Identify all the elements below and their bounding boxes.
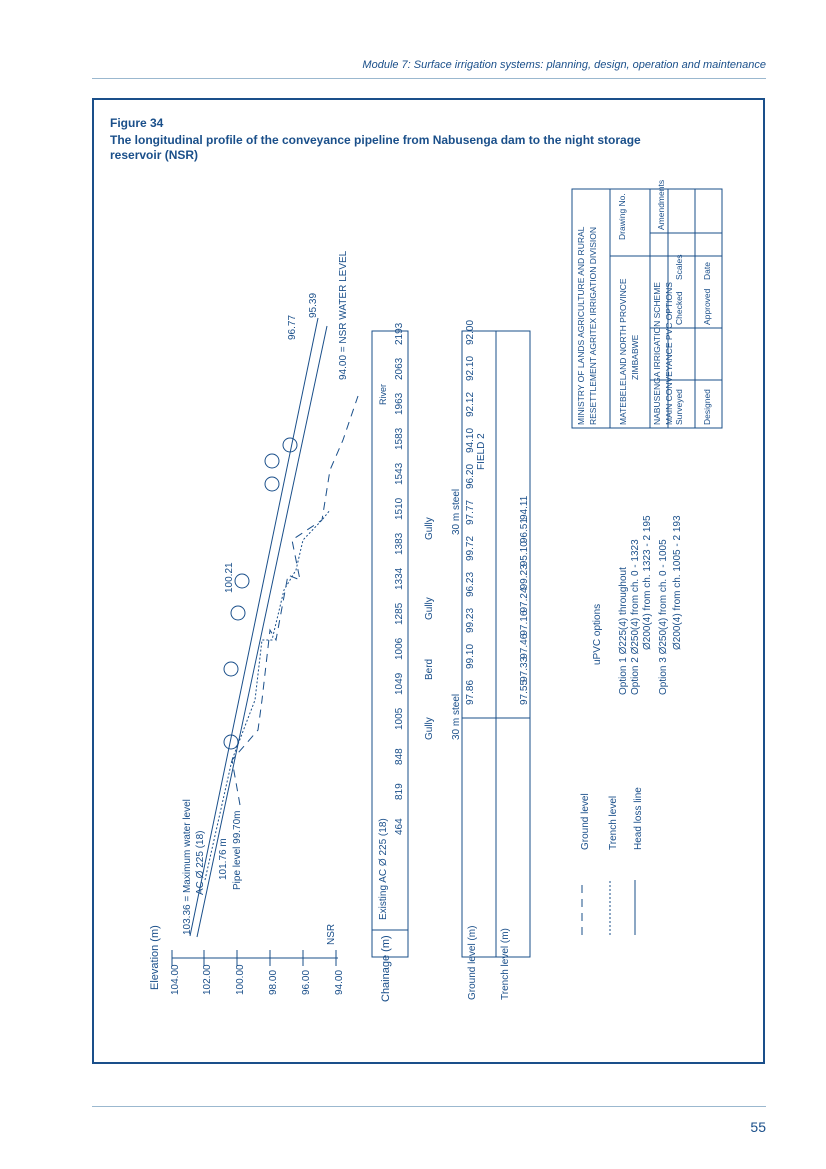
control-point-marker	[235, 574, 249, 588]
page-number: 55	[750, 1119, 766, 1135]
title-block-scheme: NABUSENGA IRRIGATION SCHEME	[652, 282, 662, 425]
trench-level-value: 96.51	[519, 518, 530, 544]
upvc-option-line: Option 3 Ø250(4) from ch. 0 - 1005	[658, 539, 669, 695]
chainage-value: 1543	[394, 462, 405, 485]
title-block-ministry: MINISTRY OF LANDS AGRICULTURE AND RURAL	[576, 226, 586, 425]
ground-level-value: 97.77	[465, 499, 476, 525]
title-block-designed: Designed	[702, 389, 712, 425]
trench-level-value: 94.11	[519, 495, 530, 520]
river-label: River	[378, 383, 388, 405]
ground-level-value: 92.00	[465, 319, 476, 345]
figure-caption: The longitudinal profile of the conveyance pipeline from Nabusenga dam to the night storage reservoir (NSR)	[110, 133, 641, 162]
nsr-water-level-note: 94.00 = NSR WATER LEVEL	[338, 250, 349, 380]
legend-ground-label: Ground level	[580, 793, 591, 850]
elevation-tick-label: 96.00	[301, 969, 312, 995]
ground-level-value: 97.86	[465, 679, 476, 705]
title-block-amendments: Amendments	[656, 179, 666, 230]
elevation-axis-title: Elevation (m)	[149, 925, 161, 990]
chainage-value: 464	[394, 818, 405, 835]
upvc-option-line: Ø200(4) from ch. 1323 - 2 195	[642, 515, 653, 650]
ground-level-value: 94.10	[465, 427, 476, 453]
control-point-marker	[265, 454, 279, 468]
title-block-surveyed: Surveyed	[674, 389, 684, 425]
trench-level-value: 99.23	[519, 564, 530, 590]
trench-level-note: 101.76 m	[218, 838, 229, 880]
field-label: FIELD 2	[476, 433, 487, 470]
title-block-scales: Scales	[674, 254, 684, 280]
level-100-21-note: 100.21	[224, 562, 235, 593]
chainage-value: 1005	[394, 707, 405, 730]
head-loss-line	[197, 326, 327, 937]
trench-level-value: 97.46	[519, 633, 530, 659]
chainage-value: 1049	[394, 672, 405, 695]
elevation-tick-label: 98.00	[268, 969, 279, 995]
title-block-department: RESETTLEMENT AGRITEX IRRIGATION DIVISION	[588, 226, 598, 425]
ground-level-value: 99.72	[465, 535, 476, 561]
steel-pipe-label: 30 m steel	[451, 693, 462, 740]
trench-level-value: 97.24	[519, 587, 530, 613]
level-96-77-note: 96.77	[287, 314, 298, 340]
title-block-date: Date	[702, 262, 712, 280]
gully-label: Gully	[424, 517, 435, 540]
control-point-marker	[224, 662, 238, 676]
gully-label: Gully	[424, 597, 435, 620]
control-point-marker	[265, 477, 279, 491]
gully-label: Gully	[424, 717, 435, 740]
title-block-country: ZIMBABWE	[630, 334, 640, 380]
trench-level-value: 95.10	[519, 541, 530, 567]
title-block-checked: Checked	[674, 291, 684, 325]
chainage-value: 1963	[394, 392, 405, 415]
chainage-value: 1006	[394, 637, 405, 660]
ground-level-value: 96.23	[465, 571, 476, 597]
control-point-marker	[231, 606, 245, 620]
steel-pipe-label: 30 m steel	[451, 488, 462, 535]
title-block-subject: MAIN CONVEYANCE PVC OPTIONS	[664, 282, 674, 425]
trench-level-value: 97.55	[519, 679, 530, 705]
head-loss-line	[190, 318, 318, 936]
ground-level-value: 92.12	[465, 391, 476, 417]
chainage-value: 1383	[394, 532, 405, 555]
ground-level-value: 92.10	[465, 355, 476, 381]
chainage-value: 1285	[394, 602, 405, 625]
legend-trench-label: Trench level	[608, 795, 619, 850]
chainage-row-label: Chainage (m)	[380, 935, 392, 1002]
title-block-drawing-no: Drawing No.	[617, 193, 627, 240]
max-water-level-note: 103.36 = Maximum water level	[182, 799, 193, 935]
control-point-marker	[283, 438, 297, 452]
running-title: Module 7: Surface irrigation systems: planning, design, operation and maintenance	[362, 59, 766, 71]
trench-level-value: 97.16	[519, 610, 530, 636]
chainage-value: 2063	[394, 357, 405, 380]
chainage-value: 2193	[394, 322, 405, 345]
ground-level-value: 99.23	[465, 607, 476, 633]
ground-level-line	[232, 396, 358, 805]
upvc-option-line: Ø200(4) from ch. 1005 - 2 193	[672, 515, 683, 650]
chainage-value: 848	[394, 748, 405, 765]
elevation-tick-label: 94.00	[334, 969, 345, 995]
trench-level-value: 97.33	[519, 656, 530, 682]
nsr-axis-label: NSR	[326, 923, 337, 945]
chainage-value: 819	[394, 783, 405, 800]
chainage-value: 1510	[394, 497, 405, 520]
existing-pipe-label: Existing AC Ø 225 (18)	[378, 818, 389, 920]
elevation-tick-label: 102.00	[202, 964, 213, 995]
legend-headloss-label: Head loss line	[633, 787, 644, 850]
ac-pipe-note: AC Ø 225 (18)	[195, 830, 206, 895]
ground-level-value: 96.20	[465, 463, 476, 489]
elevation-tick-label: 104.00	[170, 964, 181, 995]
elevation-tick-label: 100.00	[235, 964, 246, 995]
level-95-39-note: 95.39	[308, 292, 319, 318]
upvc-option-line: Option 2 Ø250(4) from ch. 0 - 1323	[630, 539, 641, 695]
trench-row-label: Trench level (m)	[500, 928, 511, 1000]
footer-divider	[92, 1106, 766, 1107]
ground-level-value: 99.10	[465, 643, 476, 669]
upvc-option-line: Option 1 Ø225(4) throughout	[618, 567, 629, 695]
berd-label: Berd	[424, 658, 435, 680]
title-block-province: MATEBELELAND NORTH PROVINCE	[618, 278, 628, 425]
figure-label: Figure 34	[110, 116, 164, 130]
ground-row-label: Ground level (m)	[467, 925, 478, 1000]
chainage-value: 1583	[394, 427, 405, 450]
upvc-options-title: uPVC options	[592, 603, 603, 665]
pipe-level-note: Pipe level 99.70m	[232, 810, 243, 890]
title-block-approved: Approved	[702, 288, 712, 325]
chainage-value: 1334	[394, 567, 405, 590]
